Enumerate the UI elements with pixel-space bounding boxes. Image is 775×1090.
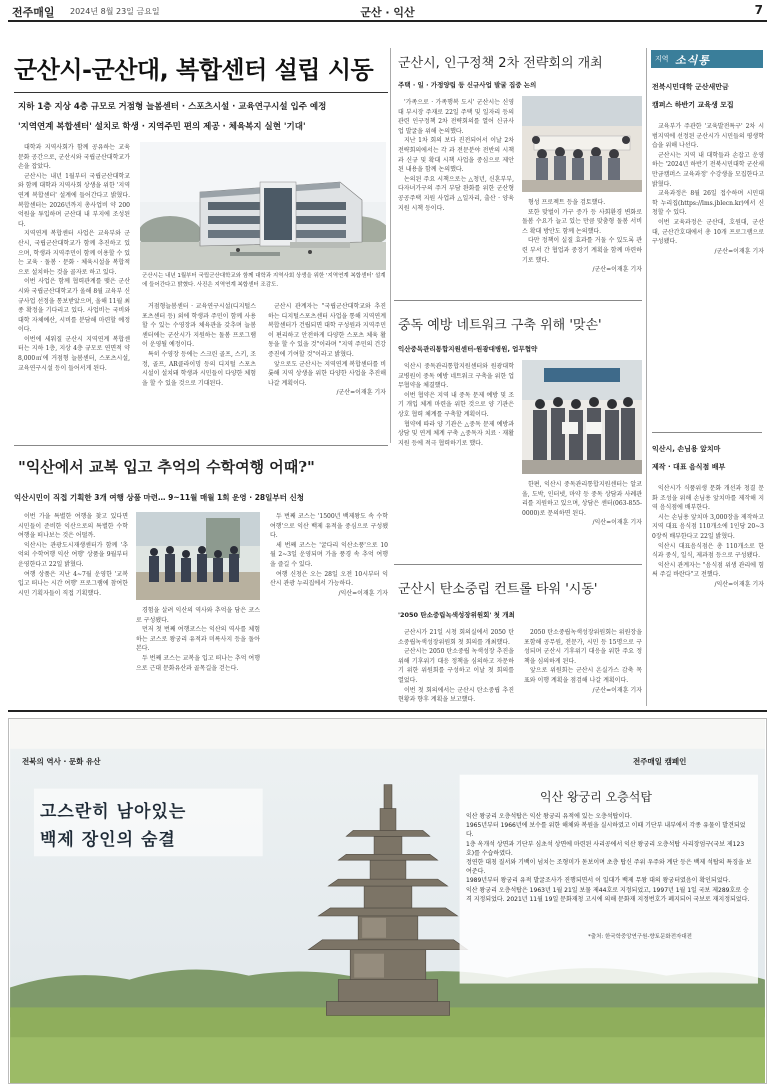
addiction-column-2: 한편, 익산시 중독관리통합지원센터는 알코올, 도박, 인터넷, 마약 등 중독 상담과 사례관리를 지원하고 있으며, 상담은 센터(063-855-0000)로 문의하면 된다. /익산=이재훈 기자 [522,481,642,527]
column-divider [390,48,391,443]
policy-column-2: 형성 프로젝트 등을 검토했다. 또한 맞벌이 가구 증가 등 사회환경 변화로 돌봄 수요가 늘고 있는 만큼 맞춤형 돌봄 서비스 확대 방안도 함께 논의했다. 다만 정책이 실질 효과를 거둘 수 있도록 관련 부서 간 협업과 중장기 계획을 함께 마련하기로 했다. /군산=이재훈 기자 [522,199,642,274]
policy-column-1: '가족으로 · 가족행복 도시' 군산시는 신영대 부시장 주재로 22일 주택 및 일자리 등의 관련 인구정책 2차 전략회의를 열어 신규사업 발굴을 위해 논의했다. 지난 1차 회의 보다 진전되어서 이날 2차 전략회의에서는 각 과 전문분야 전반의 시책과 신규 및 확대 시책 사업을 중심으로 제안된 내용을 함께 논의했다. 논의된 주요 시책으로는 △청년, 신혼부부, 다자녀가구의 주거 부담 완화를 위한 군산형 공공주택 지원 사업과 △일자리, 출산 · 양육 지원 시책 등이다. [398,99,514,212]
section-divider [394,564,642,565]
sidebar-story1-byline: /군산=이재훈 기자 [714,247,764,255]
campaign-series-label: 전북의 역사 · 문화 유산 [22,757,101,766]
addiction-headline: 중독 예방 네트워크 구축 위해 '맞손' [398,318,602,333]
addiction-subheadline: 익산중독관리통합지원센터-원광대병원, 업무협약 [398,345,538,353]
policy-byline: /군산=이재훈 기자 [592,266,642,274]
carbon-column-2: 2050 탄소중립녹색성장위원회는 위원장을 포함해 공무원, 전문가, 시민 등 15명으로 구성되며 군산시 기후위기 대응을 위한 주요 정책을 심의하게 된다. 앞으로 위원회는 군산시 온실가스 감축 목표와 이행 계획을 점검해 나갈 계획이다. /군산=이재훈 기자 [524,629,642,694]
policy-headline: 군산시, 인구정책 2차 전략회의 개최 [398,56,603,71]
lead-column-1: 대학과 지역사회가 함께 공유하는 교육문화 공간으로, 군산시와 국립군산대학교가 손을 잡았다. 군산시는 내년 1월부터 국립군산대학교와 함께 대학과 지역사회 상생을 위한 '지역연계 복합센터' 설계에 들어간다고 밝혔다. 복합센터는 2026년까지 총사업비 약 200억원을 투입하며 군산대 내 부지에 조성된다. 지역연계 복합센터 사업은 교육부와 군산시, 국립군산대학교가 함께 추진하고 있으며, 학생과 지역주민이 함께 이용할 수 있는 교육 · 돌봄 · 문화 · 체육시설을 복합적으로 설치하는 것을 골자로 하고 있다. 이번 사업은 함께 협력관계를 맺은 군산시와 국립군산대학교가 올해 8월 교육부 신규사업 선정을 통보받았으며, 올해 11월 최종 확정을 기다리고 있다. 사업비는 국비와 대학 자체예산, 시비를 분담해 마련할 예정이다. 이번에 세워질 군산시 지역연계 복합센터는 지하 1층, 지상 4층 규모로 연면적 약 8,000㎡에 거점형 늘봄센터, 스포츠시설, 교육연구시설 등이 들어서게 된다. [18,144,130,372]
masthead [8,2,767,22]
trip-column-2: 경험을 살려 익산의 역사와 추억을 담은 코스로 구성됐다. 먼저 첫 번째 여행코스는 익산의 역사를 체험하는 코스로 왕궁리 유적과 미륵사지 등을 돌아본다. 두 번째 코스는 교복을 입고 떠나는 추억 여행으로 근대 문화유산과 골목길을 걷는다. [136,607,260,672]
trip-subheadline: 익산시민이 직접 기획한 3개 여행 상품 마련… 9~11월 매월 1회 운영 · 28일부터 신청 [14,493,304,502]
page-divider [8,710,767,712]
column-divider [646,48,647,706]
campaign-body: 익산 왕궁리 오층석탑은 익산 왕궁리 유적에 있는 오층석탑이다. 1965년부터 1966년에 보수를 위한 해체와 복원을 실시하였고 이때 기단부 내부에서 각종 유물이 발견되었다. 1층 옥개석 상면과 기단부 심초석 상면에 마련된 사리공에서 익산 왕궁리 오층석탑 사리장엄구(국보 제123호)를 수습하였다. 정연한 대칭 질서와 기백이 넘치는 조형미가 돋보이며 초층 탑신 주위 우주와 계단 등은 백제 석탑의 특징을 보여준다. 1989년부터 왕궁리 유적 발굴조사가 진행되면서 이 일대가 백제 무왕 대의 왕궁터였음이 확인되었다. 익산 왕궁리 오층석탑은 1963년 1월 21일 보물 제44호로 지정되었고, 1997년 1월 1일 국보 제289호로 승격 지정되었다. 2021년 11월 19일 문화재청 고시에 의해 문화재 지정번호가 폐지되어 국보로 재지정되었다. [466,813,752,903]
addiction-agreement-photo [522,360,642,474]
sidebar-story1-title-2: 캠퍼스 하반기 교육생 모집 [652,101,734,109]
sidebar-story1-body: 교육부가 주관한 '교육발전특구' 2차 시범지역에 선정된 군산시가 시민들의 평생학습을 위해 나선다. 군산시는 지역 내 대학들과 손잡고 운영하는 '2024년 하반기 전북시민대학 군산새만금캠퍼스 교육과정' 수강생을 모집한다고 밝혔다. 교육과정은 8월 26일 접수하며 시민대학 누리집(https://lms.jblecn.kr)에서 신청할 수 있다. 이번 교육과정은 군산대, 호원대, 군산대, 군산간호대에서 총 10개 프로그램으로 구성됐다. /군산=이재훈 기자 [652,123,764,255]
sidebar-header-title: 소식통 [675,54,710,67]
section-divider [394,300,642,301]
paper-name: 전주매일 [12,6,55,19]
sidebar-story2-byline: /익산=이재훈 기자 [714,580,764,588]
sidebar-story1-title-1: 전북시민대학 군산새만금 [652,83,729,91]
policy-subheadline: 주택 · 일 · 가정양립 등 신규사업 발굴 집중 논의 [398,81,537,89]
complex-center-rendering [140,142,386,270]
lead-column-2: 거점형늘봄센터 · 교육연구시설(디지털스포츠센터 등) 외에 학생과 주민이 함께 사용할 수 있는 수영장과 체육관을 갖추며 늘봄센터에는 군산시가 지원하는 돌봄 프로그램이 운영될 예정이다. 특히 수영장 등에는 스크린 골프, 스키, 조정, 골프, AR클라이밍 등의 디지털 스포츠 시설이 설치돼 학생과 시민들이 다양한 체험을 할 수 있을 것으로 기대된다. [142,303,256,387]
lead-headline: 군산시-군산대, 복합센터 설립 시동 [14,56,374,84]
trip-column-1: 이번 가을 특별한 여행을 찾고 있다면 시민들이 준비한 익산으로의 특별한 수학여행을 떠나보는 것은 어떨까. 익산시는 관광도시재생센터가 함께 '추억의 수학여행 익산 여행' 상품을 9월부터 운영한다고 22일 밝혔다. 여행 상품은 지난 4~7월 운영한 '교복 입고 떠나는 시간 여행' 프로그램에 참여한 시민 기획자들이 직접 기획했다. [18,513,128,597]
issue-date: 2024년 8월 23일 금요일 [70,7,160,16]
sidebar-story2-title-2: 제작 · 대표 음식점 배부 [652,463,726,471]
sidebar-story2-body: 익산시가 식품위생 문화 개선과 청결 문화 조성을 위해 손님용 앞치마를 제작해 지역 음식점에 배부한다. 시는 손님용 앞치마 3,000장을 제작하고 지역 대표 음식점 110개소에 1인당 20~30장씩 배부한다고 22일 밝혔다. 익산시 대표음식점은 총 110개소로 한식과 중식, 일식, 제과점 등으로 구성됐다. 익산시 관계자는 "음식점 위생 관리에 힘써 주길 바란다"고 전했다. /익산=이재훈 기자 [652,485,764,588]
carbon-headline: 군산시 탄소중립 컨트롤 타워 '시동' [398,582,598,597]
campaign-headline-1: 고스란히 남아있는 [40,802,187,822]
campaign-brand-label: 전주매일 캠페인 [633,757,687,766]
sidebar-header-label: 지역 [655,55,669,63]
sidebar-story2-title-1: 익산시, 손님용 앞치마 [652,445,721,453]
trip-byline: /익산=이재훈 기자 [338,589,388,597]
trip-students-photo [136,512,260,600]
carbon-column-1: 군산시가 21일 시청 회의실에서 2050 탄소중립녹색성장위원회 첫 회의를 개최했다. 군산시는 2050 탄소중립 녹색성장 추진을 위해 기후위기 대응 정책을 심의하고 자문하기 위한 위원회를 구성하고 이날 첫 회의를 열었다. 이번 첫 회의에서는 군산시 탄소중립 추진 현황과 향후 계획을 보고했다. [398,629,514,704]
lead-photo-caption: 군산시는 내년 1월부터 국립군산대학교와 함께 대학과 지역사회 상생을 위한 '지역연계 복합센터' 설계에 들어간다고 밝혔다. 사진은 지역연계 복합센터 조감도. [142,273,386,288]
lead-headline-rule [14,92,388,93]
sidebar-divider [652,432,762,433]
campaign-article-title: 익산 왕궁리 오층석탑 [540,790,652,804]
lead-byline: /군산=이재훈 기자 [336,389,386,397]
campaign-headline-2: 백제 장인의 숨결 [40,830,176,850]
trip-headline: "익산에서 교복 입고 추억의 수학여행 어때?" [18,458,315,476]
policy-meeting-photo [522,96,642,192]
trip-column-3: 두 번째 코스는 '1500년 백제왕도 속 수학여행'으로 익산 백제 유적을 중심으로 구성됐다. 세 번째 코스는 '굴다리 익산소풍'으로 10월 2~3일 운영되며 가을 풍경 속 추억 여행을 즐길 수 있다. 여행 신청은 오는 28일 오전 10시부터 익산시 관광 누리집에서 가능하다. /익산=이재훈 기자 [270,513,388,597]
sidebar-header [651,50,763,68]
campaign-source-credit: *출처: 한국학중앙연구원-향토문화전자대전 [588,934,692,940]
carbon-subheadline: '2050 탄소중립녹색성장위원회' 첫 개최 [398,611,515,619]
addiction-column-1: 익산시 중독관리통합지원센터와 원광대학교병원이 중독 예방 네트워크 구축을 위한 업무협약을 체결했다. 이번 협약은 지역 내 중독 문제 예방 및 조기 개입 체계 마련을 위한 것으로 양 기관은 상호 협력 체계를 구축할 계획이다. 협약에 따라 양 기관은 △중독 문제 예방과 상담 및 연계 체계 구축 △중독자 치료 · 재활 지원 등에 적극 협력하기로 했다. [398,363,514,447]
section-title: 군산 · 익산 [360,6,415,19]
section-divider [14,445,388,446]
page-number: 7 [754,3,763,17]
addiction-byline: /익산=이재훈 기자 [592,519,642,527]
lead-column-3: 군산시 관계자는 "국립군산대학교와 추진하는 디지털스포츠센터 사업을 통해 지역연계 복합센터가 건립되면 대학 구성원과 지역주민이 편리하고 안전하게 다양한 스포츠 체육 활동을 할 수 있을 것"이라며 "지역 주민의 건강 증진에 기여할 것"이라고 밝혔다. 앞으로도 군산시는 지역연계 복합센터를 비롯해 지역 상생을 위한 다양한 사업을 추진해 나갈 계획이다. /군산=이재훈 기자 [268,303,386,397]
lead-subheadline-2: '지역연계 복합센터' 설치로 학생 · 지역주민 편의 제공 · 체육복지 실현 '기대' [18,122,306,132]
carbon-byline: /군산=이재훈 기자 [592,686,642,694]
lead-subheadline-1: 지하 1층 지상 4층 규모로 거점형 늘봄센터 · 스포츠시설 · 교육연구시설 입주 예정 [18,102,327,112]
